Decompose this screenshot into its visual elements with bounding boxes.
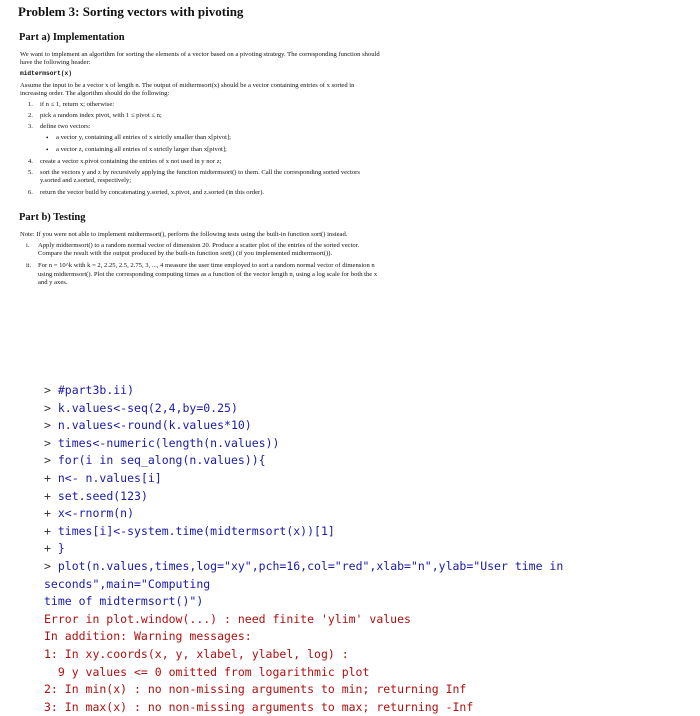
step-text: pick a random index pivot, with 1 ≤ pivot ≤ n;	[40, 112, 162, 120]
console-text: In addition: Warning messages:	[44, 629, 252, 644]
console-command-line	[44, 382, 694, 400]
console-command-line	[44, 470, 694, 488]
bullet-item: • a vector z, containing all entries of x strictly larger than x[pivot];	[42, 146, 380, 154]
console-text: times[i]<-system.time(midtermsort(x))[1]	[57, 523, 335, 538]
function-header: midtermsort(x)	[20, 70, 72, 78]
console-prompt: +	[44, 523, 58, 538]
vector-definitions	[42, 134, 380, 154]
step-item	[28, 112, 380, 120]
console-command-line	[44, 558, 694, 611]
test-item-text: Apply midtermsort() to a random normal vector of dimension 20. Produce a scatter plot of the entries of the sorted vector. Compare the result with the output produced by the built-in function sort() (if you implemented midtermsort()).	[38, 242, 360, 258]
console-prompt: >	[44, 383, 58, 397]
console-prompt: >	[44, 400, 58, 415]
console-prompt: +	[44, 470, 58, 485]
console-text: Error in plot.window(...) : need finite 'ylim' values	[44, 611, 411, 626]
part-b-heading: Part b) Testing	[19, 211, 86, 223]
console-text: 9 y values <= 0 omitted from logarithmic plot	[44, 664, 370, 679]
console-prompt: +	[44, 488, 58, 503]
step-item	[28, 169, 380, 185]
console-text: n<- n.values[i]	[57, 470, 162, 485]
console-error-line	[44, 664, 694, 682]
test-item-number: i.	[26, 242, 30, 250]
step-number: 5.	[28, 169, 33, 177]
part-a-section	[18, 31, 380, 197]
console-text: x<-rnorm(n)	[57, 506, 135, 521]
part-b-section	[18, 211, 380, 287]
console-error-line	[44, 646, 694, 664]
console-text: plot(n.values,times,log="xy",pch=16,col="red",xlab="n",ylab="User time in seconds",main="Computing time of midtermsort()")	[44, 558, 564, 609]
console-command-line	[44, 505, 694, 523]
console-text: }	[57, 541, 65, 556]
assume-paragraph: Assume the input to be a vector x of length n. The output of midtermsort(x) should be a vector containing entries of x sorted in increasing order. The algorithm should do the following:	[20, 81, 355, 97]
console-error-line	[44, 681, 694, 699]
console-text: n.values<-round(k.values*10)	[57, 418, 252, 433]
console-prompt: >	[44, 418, 58, 433]
console-command-line	[44, 488, 694, 506]
console-command-line	[44, 400, 694, 418]
test-item-number: ii.	[26, 262, 32, 270]
console-prompt: >	[44, 453, 58, 468]
console-text: 2: In min(x) : no non-missing arguments to min; returning Inf	[44, 682, 467, 697]
step-text: if n ≤ 1, return x; otherwise:	[40, 101, 115, 109]
test-item	[24, 262, 380, 287]
testing-items	[24, 242, 380, 287]
console-command-line	[44, 417, 694, 435]
console-text: times<-numeric(length(n.values))	[57, 435, 280, 450]
console-text: k.values<-seq(2,4,by=0.25)	[57, 400, 238, 415]
r-console-output	[44, 382, 694, 716]
problem-document	[18, 4, 380, 291]
test-item-text: For n = 10^k with k = 2, 2.25, 2.5, 2.75, 3, ..., 4 measure the user time employed to sort a random normal vector of dimension n using midtermsort(). Plot the corresponding computing times as a function of the vector length n, using a log scale for both the x and y axes.	[38, 262, 378, 286]
step-number: 2.	[28, 112, 33, 120]
step-item	[28, 189, 380, 197]
part-b-note: Note: If you were not able to implement midtermsort(), perform the following tests using the built-in function sort() instead.	[20, 230, 348, 238]
step-text: sort the vectors y and z by recursively applying the function midtermsort() to them. Call the corresponding sorted vectors y.sorted and z.sorted, respectively;	[40, 169, 360, 185]
console-error-line	[44, 628, 694, 646]
console-text: 3: In max(x) : no non-missing arguments to max; returning -Inf	[44, 699, 474, 714]
console-text: #part3b.ii)	[57, 383, 135, 397]
bullet-item: • a vector y, containing all entries of x strictly smaller than x[pivot];	[42, 134, 380, 142]
step-number: 6.	[28, 188, 33, 196]
step-text: return the vector build by concatenating y.sorted, x.pivot, and z.sorted (in this order).	[40, 188, 265, 196]
step-text: define two vectors:	[40, 123, 91, 131]
console-error-line	[44, 611, 694, 629]
console-prompt: +	[44, 541, 58, 556]
part-a-intro: We want to implement an algorithm for sorting the elements of a vector based on a pivoting strategy. The corresponding function should have the following header:	[20, 51, 380, 67]
algorithm-steps	[28, 101, 380, 197]
step-text: create a vector x.pivot containing the entries of x not used in y nor z;	[40, 158, 222, 166]
step-item	[28, 158, 380, 166]
console-text: set.seed(123)	[57, 488, 148, 503]
console-command-line	[44, 540, 694, 558]
step-number: 1.	[28, 101, 33, 109]
console-prompt: +	[44, 506, 58, 521]
step-number: 4.	[28, 158, 33, 166]
console-command-line	[44, 523, 694, 541]
console-error-line	[44, 699, 694, 716]
console-text: 1: In xy.coords(x, y, xlabel, ylabel, log) :	[44, 646, 349, 661]
console-command-line	[44, 435, 694, 453]
console-text: for(i in seq_along(n.values)){	[57, 453, 266, 468]
console-command-line	[44, 452, 694, 470]
console-prompt: >	[44, 558, 58, 573]
function-header-code	[20, 70, 380, 78]
test-item	[24, 242, 380, 258]
step-item	[28, 123, 380, 154]
part-a-heading: Part a) Implementation	[19, 32, 125, 43]
step-number: 3.	[28, 123, 33, 131]
console-prompt: >	[44, 435, 58, 450]
problem-title: Problem 3: Sorting vectors with pivoting	[18, 4, 244, 19]
step-item	[28, 101, 380, 109]
